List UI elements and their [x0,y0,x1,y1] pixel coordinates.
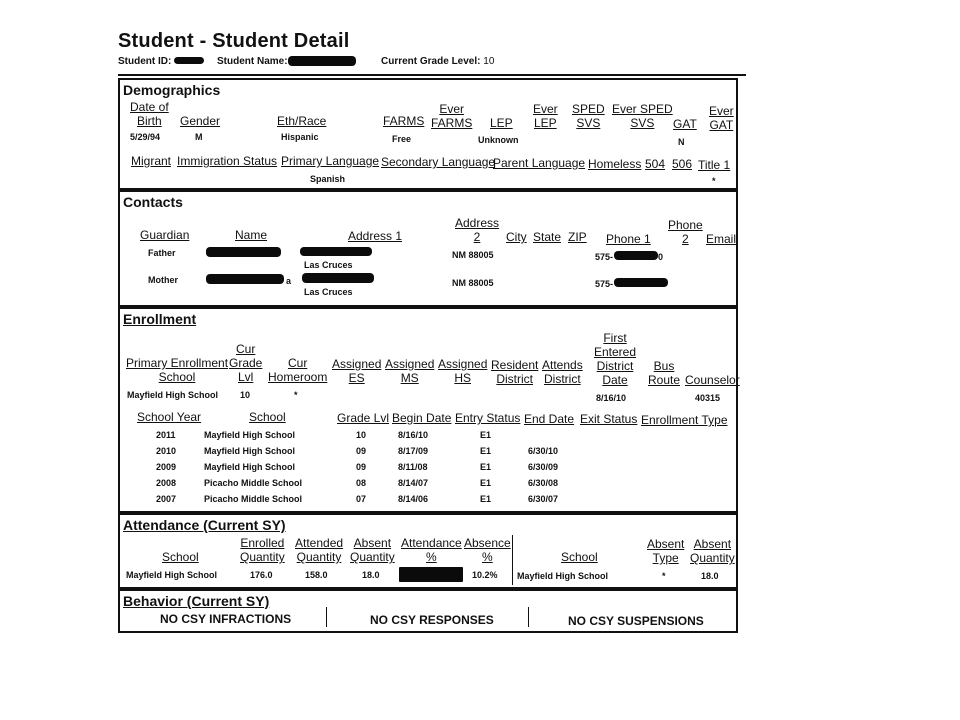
history-entry-cell: E1 [480,430,492,440]
father-guardian: Father [148,248,176,258]
col-att-school: School [162,550,199,564]
father-phone-suffix: 0 [658,252,664,262]
mother-state-zip: NM 88005 [452,278,494,288]
col-exit-status: Exit Status [580,412,638,426]
col-att-school-2: School [561,550,598,564]
header-rule [118,74,746,76]
history-school-cell: Picacho Middle School [204,478,303,488]
redaction-student-name [288,56,356,66]
col-farms: FARMS [383,114,425,128]
col-absent-type: Absent Type [647,537,685,565]
col-attended-quantity: Attended Quantity [295,536,344,564]
col-504: 504 [645,157,666,171]
col-bus-route: Bus Route [648,359,681,387]
col-state: State [533,230,562,244]
history-end-cell: 6/30/09 [528,462,559,472]
demographics-title: Demographics [123,82,221,98]
lep-value: Unknown [478,135,519,145]
col-gat: GAT [673,117,697,131]
col-assigned-hs: Assigned HS [438,357,488,385]
col-assigned-ms: Assigned MS [385,357,435,385]
attended-quantity-value: 158.0 [305,570,328,580]
col-absent-quantity: Absent Quantity [350,536,395,564]
col-guardian: Guardian [140,228,190,242]
mother-name-suffix: a [286,276,292,286]
col-first-entered-district-date: First Entered District Date [594,331,637,387]
history-grade-cell: 09 [356,446,367,456]
col-primary-enrollment-school: Primary Enrollment School [126,356,229,384]
absent-quantity-value: 18.0 [362,570,380,580]
history-entry-cell: E1 [480,462,492,472]
absence-pct-value: 10.2% [472,570,498,580]
demographics-section [118,78,738,190]
history-school-cell: Picacho Middle School [204,494,303,504]
student-name-label: Student Name: [217,56,288,67]
enrollment-title: Enrollment [123,311,197,327]
history-entry-cell: E1 [480,478,492,488]
history-end-cell: 6/30/07 [528,494,559,504]
history-begin-cell: 8/17/09 [398,446,429,456]
history-school-cell: Mayfield High School [204,462,296,472]
history-year-cell: 2011 [156,430,176,440]
no-responses: NO CSY RESPONSES [370,613,494,627]
col-end-date: End Date [524,412,575,426]
col-ever-farms: Ever FARMS [431,102,473,130]
col-email: Email [706,232,737,246]
contacts-section [118,190,738,307]
col-absence-pct: Absence % [464,536,511,564]
farms-value: Free [392,134,412,144]
behavior-divider-1 [326,607,327,627]
history-year-cell: 2008 [156,478,177,488]
mother-city: Las Cruces [304,287,353,297]
redaction-father-phone [614,251,658,260]
father-state-zip: NM 88005 [452,250,494,260]
att-school-2-value: Mayfield High School [517,571,609,581]
redaction-student-id [174,57,204,64]
col-address-1: Address 1 [348,229,403,243]
history-grade-cell: 08 [356,478,367,488]
no-infractions: NO CSY INFRACTIONS [160,612,292,626]
col-entry-status: Entry Status [455,411,521,425]
history-begin-cell: 8/16/10 [398,430,429,440]
col-cur-homeroom: Cur Homeroom [268,356,328,384]
col-immigration-status: Immigration Status [177,154,278,168]
mother-phone-prefix: 575- [595,279,614,289]
enrollment-section [118,307,738,513]
behavior-title: Behavior (Current SY) [123,593,270,609]
att-school-value: Mayfield High School [126,570,218,580]
col-resident-district: Resident District [491,358,539,386]
col-city: City [506,230,527,244]
col-secondary-language: Secondary Language [381,155,496,169]
col-506: 506 [672,157,693,171]
attendance-title: Attendance (Current SY) [123,517,286,533]
col-ever-gat: Ever GAT [709,104,734,132]
col-title-1: Title 1 [698,158,731,172]
current-homeroom-value: * [294,390,298,400]
col-lep: LEP [490,116,513,130]
col-history-grade-lvl: Grade Lvl [337,411,390,425]
history-school-cell: Mayfield High School [204,446,296,456]
primary-language-value: Spanish [310,174,346,184]
history-year-cell: 2007 [156,494,177,504]
col-phone-1: Phone 1 [606,232,651,246]
mother-guardian: Mother [148,275,178,285]
redaction-father-address [300,247,372,256]
col-primary-language: Primary Language [281,154,380,168]
col-ever-lep: Ever LEP [533,102,558,130]
col-address-2: Address 2 [455,216,500,244]
history-begin-cell: 8/14/06 [398,494,429,504]
student-id-label: Student ID: [118,56,172,67]
col-homeless: Homeless [588,157,642,171]
history-end-cell: 6/30/08 [528,478,559,488]
gender-value: M [195,132,203,142]
col-assigned-es: Assigned ES [332,357,382,385]
col-begin-date: Begin Date [392,411,452,425]
history-entry-cell: E1 [480,446,492,456]
col-attendance-pct: Attendance % [401,536,462,564]
absent-type-value: * [662,571,666,581]
enrolled-quantity-value: 176.0 [250,570,273,580]
col-parent-language: Parent Language [493,156,586,170]
father-city: Las Cruces [304,260,353,270]
grade-level-value: 10 [483,56,495,67]
col-enrolled-quantity: Enrolled Quantity [240,536,285,564]
behavior-divider-2 [528,607,529,627]
dob-value: 5/29/94 [130,132,161,142]
redaction-father-name [206,247,281,257]
col-name: Name [235,228,268,242]
col-absent-quantity-2: Absent Quantity [690,537,735,565]
col-sped-svs: SPED SVS [572,102,605,130]
redaction-mother-address [302,273,374,283]
redaction-mother-phone [614,278,668,287]
attendance-section [118,513,738,589]
history-year-cell: 2009 [156,462,177,472]
title-1-value: * [712,176,716,186]
col-cur-grade-lvl: Cur Grade Lvl [229,342,263,384]
grade-level-label: Current Grade Level: 10 [381,56,495,67]
history-school-cell: Mayfield High School [204,430,296,440]
father-phone-prefix: 575- [595,252,614,262]
attendance-divider [512,535,513,585]
redaction-mother-name [206,274,284,284]
first-entered-value: 8/16/10 [596,393,627,403]
history-end-cell: 6/30/10 [528,446,559,456]
current-school-value: Mayfield High School [127,390,219,400]
col-phone-2: Phone 2 [668,218,703,246]
absent-quantity-2-value: 18.0 [701,571,719,581]
contacts-title: Contacts [123,194,183,210]
history-entry-cell: E1 [480,494,492,504]
page-title: Student - Student Detail [118,30,350,52]
col-enrollment-type: Enrollment Type [641,413,728,427]
history-year-cell: 2010 [156,446,177,456]
col-counselor: Counselor [685,373,740,387]
counselor-value: 40315 [695,393,721,403]
gat-value: N [678,137,685,147]
eth-race-value: Hispanic [281,132,319,142]
col-gender: Gender [180,114,221,128]
behavior-section [118,589,738,633]
history-begin-cell: 8/11/08 [398,462,428,472]
history-grade-cell: 07 [356,494,367,504]
history-grade-cell: 09 [356,462,367,472]
col-attends-district: Attends District [542,358,583,386]
col-dob: Date of Birth [130,100,169,128]
col-school-year: School Year [137,410,202,424]
history-begin-cell: 8/14/07 [398,478,429,488]
history-grade-cell: 10 [356,430,367,440]
col-migrant: Migrant [131,154,172,168]
redaction-attendance-pct [399,567,463,582]
current-grade-value: 10 [240,390,251,400]
col-history-school: School [249,410,286,424]
col-ever-sped-svs: Ever SPED SVS [612,102,673,130]
no-suspensions: NO CSY SUSPENSIONS [568,614,704,628]
col-zip: ZIP [568,230,587,244]
col-eth-race: Eth/Race [277,114,327,128]
